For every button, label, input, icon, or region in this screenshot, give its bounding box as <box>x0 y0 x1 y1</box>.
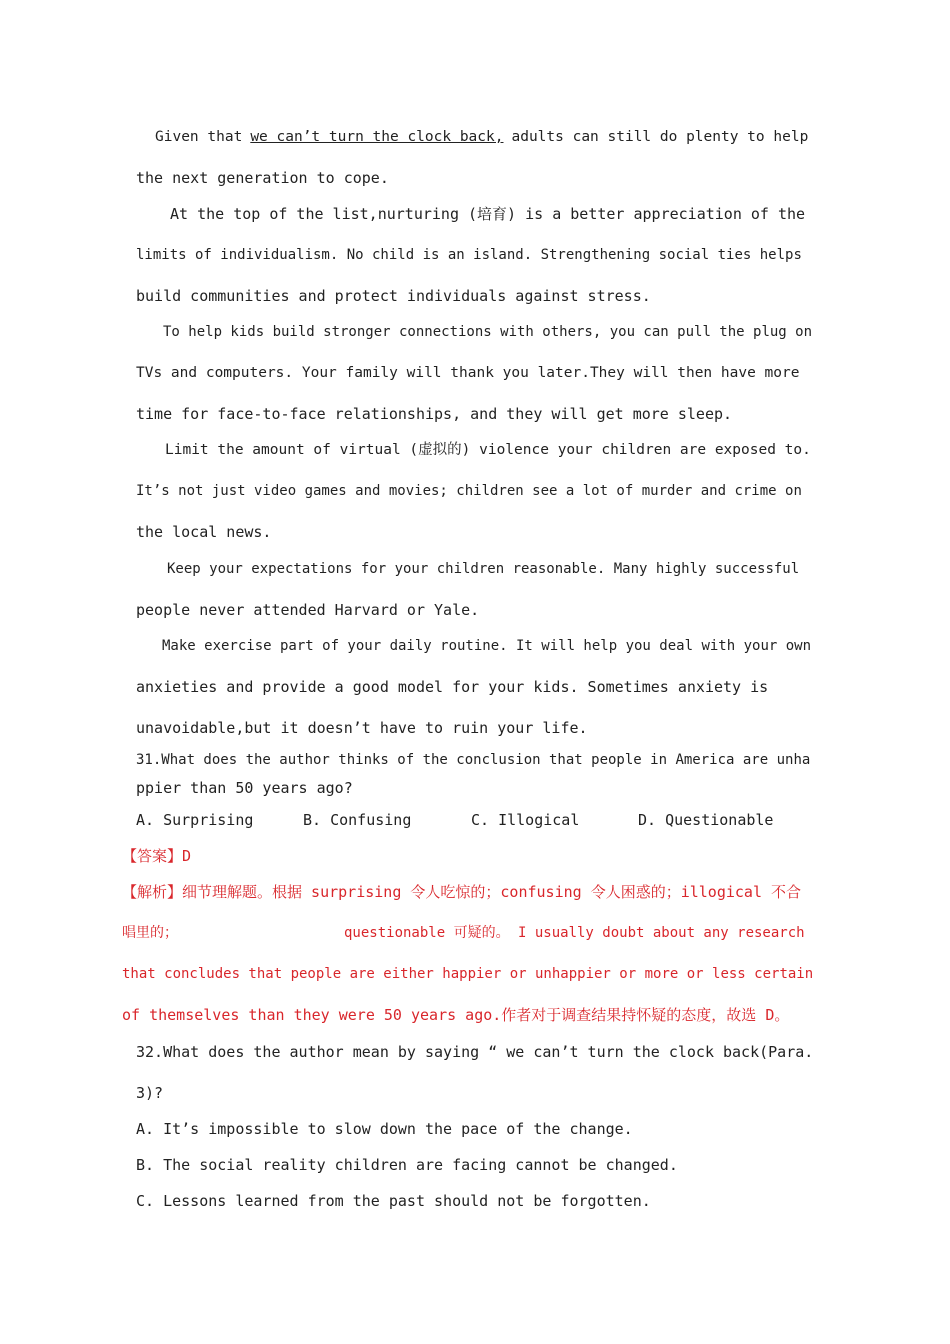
analysis-line1-text: 细节理解题。根据 surprising 令人吃惊的；confusing 令人困惑的；illogical 不合 <box>182 883 802 901</box>
passage-p1-line2: the next generation to cope. <box>136 169 389 187</box>
passage-p3-line2: TVs and computers. Your family will thank you later.They will then have more <box>136 365 800 381</box>
analysis-line2-b: questionable 可疑的。 I usually doubt about any research <box>344 925 805 941</box>
passage-p4-line1: Limit the amount of virtual (虚拟的) violence your children are exposed to. <box>165 442 811 458</box>
passage-p5-line1: Keep your expectations for your children reasonable. Many highly successful <box>167 561 800 577</box>
p1-after: adults can still do plenty to help <box>511 129 809 145</box>
passage-p3-line1: To help kids build stronger connections with others, you can pull the plug on <box>163 324 813 340</box>
passage-p6-line1: Make exercise part of your daily routine. It will help you deal with your own <box>162 638 812 654</box>
answer-value: D <box>182 847 192 865</box>
passage-p5-line2: people never attended Harvard or Yale. <box>136 601 480 619</box>
passage-p4-line2: It’s not just video games and movies; children see a lot of murder and crime on <box>136 483 802 499</box>
passage-p2-line1: At the top of the list,nurturing (培育) is a better appreciation of the <box>170 205 806 223</box>
q31-analysis-line3: that concludes that people are either happier or unhappier or more or less certain <box>122 966 814 982</box>
q31-stem-line2: ppier than 50 years ago? <box>136 779 353 797</box>
passage-p1-line1 <box>155 127 814 147</box>
passage-p4-line3: the local news. <box>136 523 272 541</box>
q31-stem-line1: 31.What does the author thinks of the conclusion that people in America are unha <box>136 752 811 768</box>
q31-analysis-line1 <box>122 882 814 902</box>
q31-option-d: D. Questionable <box>638 811 774 829</box>
q31-option-a: A. Surprising <box>136 811 254 829</box>
q31-analysis-line4: of themselves than they were 50 years ago.作者对于调查结果持怀疑的态度，故选 D。 <box>122 1006 790 1024</box>
q31-answer <box>122 846 814 866</box>
passage-p2-line2: limits of individualism. No child is an island. Strengthening social ties helps <box>136 247 802 263</box>
q31-options <box>136 810 814 830</box>
q31-analysis-line2 <box>122 923 814 943</box>
p1-underlined-phrase: we can’t turn the clock back, <box>250 129 504 145</box>
passage-p6-line3: unavoidable,but it doesn’t have to ruin your life. <box>136 719 588 737</box>
passage-p6-line2: anxieties and provide a good model for your kids. Sometimes anxiety is <box>136 678 769 696</box>
q32-stem-line2: 3)? <box>136 1084 164 1102</box>
q31-option-c: C. Illogical <box>471 811 580 829</box>
analysis-line2-a: 唱里的； <box>122 925 178 941</box>
p1-before: Given that <box>155 129 243 145</box>
passage-p3-line3: time for face-to-face relationships, and they will get more sleep. <box>136 405 733 423</box>
passage-p2-line3: build communities and protect individuals against stress. <box>136 287 651 305</box>
answer-tag: 【答案】 <box>122 847 183 865</box>
q32-stem-line1: 32.What does the author mean by saying “ we can’t turn the clock back(Para. <box>136 1043 814 1061</box>
q31-option-b: B. Confusing <box>303 811 412 829</box>
q32-option-b: B. The social reality children are facing cannot be changed. <box>136 1156 678 1174</box>
analysis-tag: 【解析】 <box>122 883 183 901</box>
q32-option-c: C. Lessons learned from the past should not be forgotten. <box>136 1192 651 1210</box>
q32-option-a: A. It’s impossible to slow down the pace of the change. <box>136 1120 633 1138</box>
